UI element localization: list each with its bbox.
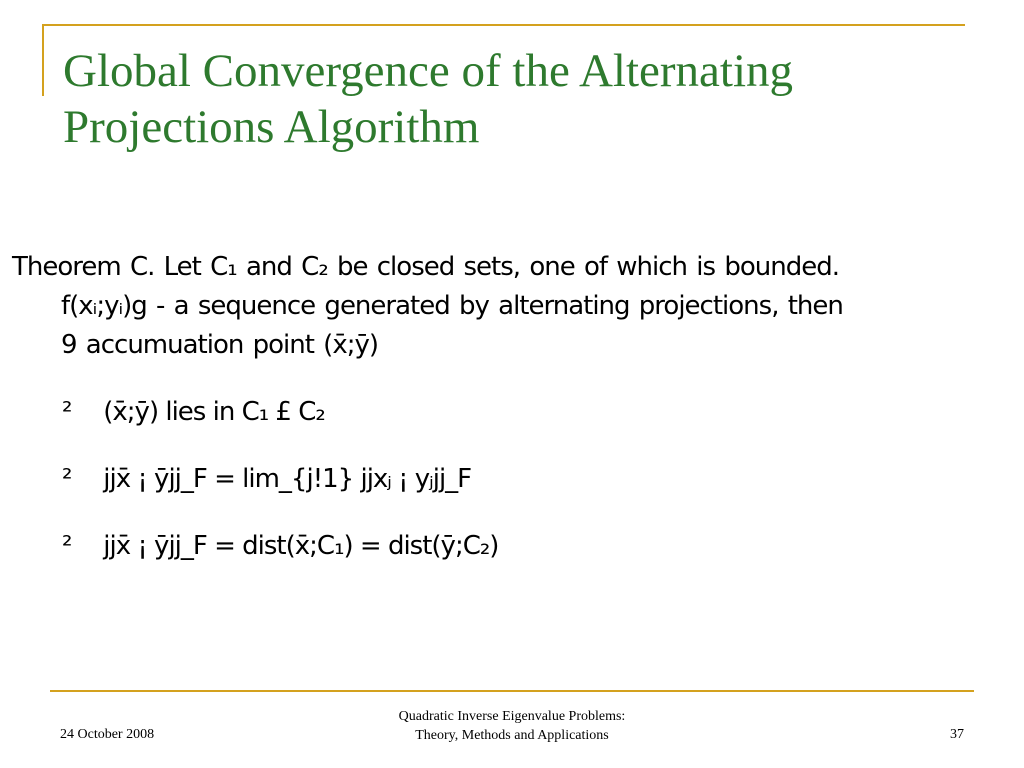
theorem-block	[12, 248, 1017, 365]
bullet-list	[62, 392, 1002, 593]
theorem-line-3: 9 accumuation point (x̄;ȳ)	[61, 330, 379, 360]
bullet-marker: ²	[62, 464, 72, 494]
theorem-line-1: Theorem C. Let C₁ and C₂ be closed sets, one of which is bounded.	[12, 252, 839, 282]
bullet-text: jjx̄ ¡ ȳjj_F = dist(x̄;C₁) = dist(ȳ;C₂)	[103, 531, 499, 561]
bullet-marker: ²	[62, 531, 72, 561]
bullet-item	[62, 526, 1002, 593]
bullet-item	[62, 459, 1002, 526]
theorem-line-2: f(xᵢ;yᵢ)g - a sequence generated by alternating projections, then	[61, 291, 843, 321]
slide-title: Global Convergence of the Alternating Projections Algorithm	[63, 45, 794, 153]
footer-title-line-2: Theory, Methods and Applications	[415, 728, 609, 743]
footer-rule	[50, 690, 974, 692]
bullet-text: jjx̄ ¡ ȳjj_F = lim_{j!1} jjxⱼ ¡ yⱼjj_F	[103, 464, 472, 494]
bullet-text: (x̄;ȳ) lies in C₁ £ C₂	[103, 397, 325, 427]
page-number: 37	[950, 727, 964, 742]
bullet-marker: ²	[62, 397, 72, 427]
left-rule	[42, 24, 44, 96]
footer-date: 24 October 2008	[60, 727, 155, 742]
footer-title	[300, 707, 724, 745]
top-rule	[42, 24, 965, 26]
bullet-item	[62, 392, 1002, 459]
footer-title-line-1: Quadratic Inverse Eigenvalue Problems:	[398, 709, 626, 724]
